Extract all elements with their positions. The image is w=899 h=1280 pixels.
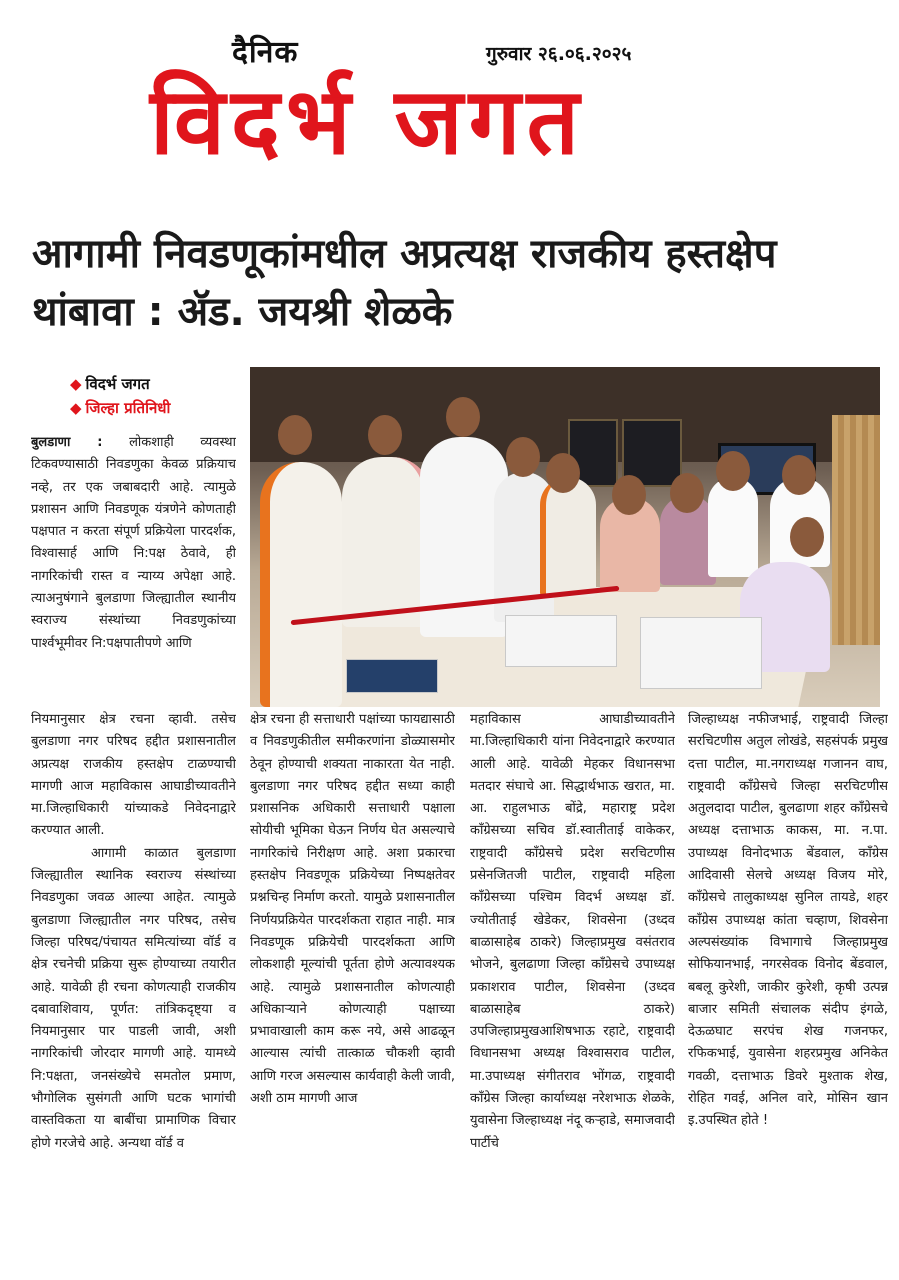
article-paragraph: क्षेत्र रचना ही सत्ताधारी पक्षांच्या फायद्यासाठी व निवडणुकीतील समीकरणांना डोळ्यासमोर ठेवून होण्याची शक्यता नाकारता येत नाही. बुलडाणा नगर परिषद हद्दीत सध्या काही प्रशासनिक अधिकारी सत्ताधारी पक्षाला सोयीची भूमिका घेऊन निर्णय घेत असल्याचे नागरिकांचे निरीक्षण आहे. अशा प्रकारचा हस्तक्षेप निवडणूक प्रक्रियेच्या निष्पक्षतेवर प्रश्नचिन्ह निर्माण करतो. यामुळे प्रशासनातील निर्णयप्रक्रियेत पारदर्शकता राहात नाही. मात्र निवडणूक प्रक्रियेची पारदर्शकता आणि लोकशाही मूल्यांची पूर्तता होणे अत्यावश्यक आहे. त्यामुळे प्रशासनातील कोणत्याही अधिकाऱ्याने कोणत्याही पक्षाच्या प्रभावाखाली काम करू नये, असे आढळून आल्यास त्यांची तात्काळ चौकशी व्हावी आणि गरज असल्यास कार्यवाही केली जावी, अशी ठाम मागणी आज xyxy=(250,712,455,1107)
diamond-icon: ◆ xyxy=(70,399,82,417)
byline-paper xyxy=(70,372,170,396)
byline-paper-text: विदर्भ जगत xyxy=(85,375,150,393)
photo-person xyxy=(708,477,758,577)
issue-date: गुरुवार २६.०६.२०२५ xyxy=(486,43,632,65)
photo-person-head xyxy=(506,437,540,477)
news-photo xyxy=(250,367,880,707)
article-paragraph: जिल्हाध्यक्ष नफीजभाई, राष्ट्रवादी जिल्हा सरचिटणीस अतुल लोखंडे, सहसंपर्क प्रमुख दत्ता पाटील, मा.नगराध्यक्ष गजानन वाघ, राष्ट्रवादी काँग्रेसचे जिल्हा सरचिटणीस अतुलदादा पाटील, बुलढाणा शहर काँग्रेसचे अध्यक्ष दत्ताभाऊ काकस, मा. न.पा. उपाध्यक्ष विनोदभाऊ बेंडवाल, काँग्रेस आदिवासी सेलचे अध्यक्ष विजय मोरे, काँग्रेसचे तालुकाध्यक्ष सुनिल तायडे, शहर काँग्रेस उपाध्यक्ष कांता चव्हाण, शिवसेना अल्पसंख्यांक विभागाचे जिल्हाप्रमुख सोफियानभाई, नगरसेवक विनोद बेंडवाल, बबलू कुरेशी, जाकीर कुरेशी, कृषी उत्पन्न बाजार समिती संचालक संदीप इंगळे, देऊळघाट सरपंच शेख गजनफर, रफिकभाई, युवासेना शहरप्रमुख अनिकेत गवळी, दत्ताभाऊ डिवरे मुश्ताक शेख, रोहित गवई, अनिल वारे, मोसिन खान इ.उपस्थित होते ! xyxy=(688,712,888,1129)
dateline-place: बुलडाणा : xyxy=(31,435,103,450)
diamond-icon: ◆ xyxy=(70,375,82,393)
article-paragraph: आगामी काळात बुलडाणा जिल्ह्यातील स्थानिक स्वराज्य संस्थांच्या निवडणुका जवळ आल्या आहेत. त्यामुळे बुलडाणा जिल्ह्यातील नगर परिषद, तसेच जिल्हा परिषद/पंचायत समित्यांच्या वॉर्ड व क्षेत्र रचनेची प्रक्रिया सुरू होण्याच्या तयारीत आहे. यावेळी ही रचना कोणत्याही राजकीय दबावाशिवाय, पूर्णत: तांत्रिकदृष्ट्या व नियमानुसार पार पाडली जावी, अशी नागरिकांची जोरदार मागणी आहे. यामध्ये नि:पक्षता, जनसंख्येचे समतोल प्रमाण, भौगोलिक सुसंगती आणि घटक भागांची वास्तविकता या बाबींचा प्रामाणिक विचार होणे गरजेचे आहे. अन्यथा वॉर्ड व xyxy=(31,845,236,1151)
photo-person xyxy=(342,457,432,627)
article-headline: आगामी निवडणूकांमधील अप्रत्यक्ष राजकीय हस्तक्षेप थांबावा : ॲड. जयश्री शेळके xyxy=(32,231,777,335)
article-column-1b xyxy=(31,709,236,1269)
photo-file-stack xyxy=(505,615,617,667)
photo-person-head xyxy=(716,451,750,491)
photo-curtain xyxy=(832,415,880,645)
photo-person-head xyxy=(278,415,312,455)
article-paragraph: नियमानुसार क्षेत्र रचना व्हावी. तसेच बुलडाणा नगर परिषद हद्दीत प्रशासनातील अप्रत्यक्ष राजकीय हस्तक्षेप टाळण्याची मागणी आज महाविकास आघाडीच्यावतीने मा.जिल्हाधिकारी यांच्याकडे निवेदनाद्वारे करण्यात आली. xyxy=(31,712,236,839)
photo-person-head xyxy=(670,473,704,513)
byline xyxy=(70,372,170,420)
article-text: लोकशाही व्यवस्था टिकवण्यासाठी निवडणुका केवळ प्रक्रियाच नव्हे, तर एक जबाबदारी आहे. त्यामुळे प्रशासन आणि निवडणूक यंत्रणेने कोणताही पक्षपात न करता संपूर्ण प्रक्रियेला पारदर्शक, विश्वासार्ह आणि नि:पक्ष ठेवावे, ही नागरिकांची रास्त व न्याय्य अपेक्षा आहे. त्याअनुषंगाने बुलडाणा जिल्ह्यातील स्थानीय स्वराज्य संस्थांच्या निवडणुकांच्या पार्श्वभूमीवर नि:पक्षपातीपणे आणि xyxy=(31,435,236,651)
byline-reporter xyxy=(70,396,170,420)
photo-person-head xyxy=(546,453,580,493)
photo-person-head xyxy=(782,455,816,495)
masthead xyxy=(0,0,899,210)
photo-person-head xyxy=(368,415,402,455)
photo-file-stack xyxy=(640,617,762,689)
photo-person xyxy=(260,462,342,707)
article-paragraph: महाविकास आघाडीच्यावतीने मा.जिल्हाधिकारी यांना निवेदनाद्वारे करण्यात आली आहे. यावेळी मेहकर विधानसभा मतदार संघाचे आ. सिद्धार्थभाऊ खरात, मा. आ. राहुलभाऊ बोंद्रे, महाराष्ट्र प्रदेश काँग्रेसच्या सचिव डॉ.स्वातीताई वाकेकर, राष्ट्रवादी काँग्रेसचे प्रदेश सरचिटणीस प्रसेनजितजी पाटील, राष्ट्रवादी महिला काँग्रेसच्या पश्चिम विदर्भ अध्यक्ष डॉ. ज्योतीताई खेडेकर, शिवसेना (उध्दव बाळासाहेब ठाकरे) जिल्हाप्रमुख वसंतराव भोजने, बुलढाणा जिल्हा काँग्रेसचे उपाध्यक्ष प्रकाशराव पाटील, शिवसेना (उध्दव बाळासाहेब ठाकरे) उपजिल्हाप्रमुखआशिषभाऊ रहाटे, राष्ट्रवादी विधानसभा अध्यक्ष विश्वासराव पाटील, मा.उपाध्यक्ष संगीतराव भोंगळ, राष्ट्रवादी काँग्रेस जिल्हा कार्याध्यक्ष नरेशभाऊ शेळके, युवासेना जिल्हाध्यक्ष नंदू कऱ्हाडे, समाजवादी पार्टीचे xyxy=(470,712,675,1151)
byline-reporter-text: जिल्हा प्रतिनिधी xyxy=(85,399,171,417)
article-column-4 xyxy=(688,709,888,1269)
masthead-daily: दैनिक xyxy=(232,35,299,70)
photo-person xyxy=(540,477,596,597)
photo-person-head xyxy=(446,397,480,437)
article-column-3 xyxy=(470,709,675,1269)
photo-person-head xyxy=(612,475,646,515)
photo-file-stack xyxy=(346,659,438,693)
article-column-1a xyxy=(31,432,236,708)
article-column-2 xyxy=(250,709,455,1269)
photo-person-head xyxy=(790,517,824,557)
newspaper-logo: विदर्भ जगत xyxy=(150,68,586,175)
